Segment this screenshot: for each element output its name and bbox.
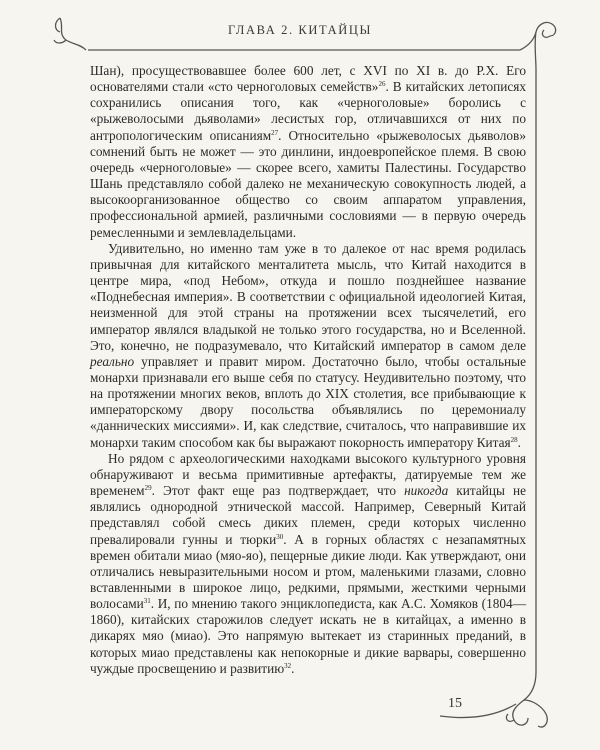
paragraph [90, 451, 526, 677]
text-run: Удивительно, но именно там уже в то далекое от нас время родилась привычная для китайского менталитета мысль, что Китай находится в центре мира, «под Небом», откуда и пошло позднейшее название «Поднебесная империя». В соответствии с официальной идеологией Китая, неизменной для этой страны на протяжении всех тысячелетий, его император являлся владыкой не только этого государства, но и Вселенной. Это, конечно, не подразумевало, что Китайский император в самом деле [90, 240, 526, 353]
text-run: . В китайских летописях сохранились описания того, как «черноголовые» боролись с «рыжеволосыми дьяволами» лесистых гор, отличавшихся от них по антропологическим описаниям [90, 79, 526, 143]
running-header: ГЛАВА 2. КИТАЙЦЫ [228, 23, 372, 37]
text-run: Шан), просуществовавшее более 600 лет, с XVI по XI в. до Р.Х. Его основателями стали «сто черноголовых семейств» [90, 63, 526, 95]
footnote-ref: 29 [144, 484, 152, 493]
text-run: . [517, 434, 521, 450]
page-number: 15 [448, 696, 462, 711]
footnote-ref: 27 [271, 128, 279, 137]
footnote-ref: 32 [284, 661, 292, 670]
bottom-right-flourish [506, 672, 547, 727]
text-run: . Относительно «рыжеволосых дьяволов» сомнений быть не может — это динлини, индоевропейское племя. В свою очередь «черноголовые» — скорее всего, хамиты Палестины. Государство Шань представляло собой далеко не механическую совокупность людей, а высокоорганизованное общество со своим аппаратом управления, профессиональной армией, различными сословиями — в первую очередь ремесленными и землевладельцами. [90, 127, 526, 240]
text-run: управляет и правит миром. Достаточно было, чтобы остальные монархи признавали его выше себя по статусу. Неудивительно поэтому, что на протяжении многих веков, вплоть до XIX столетия, все прибывающие к императорскому двору посольства объявлялись по церемониалу «даннических миссиями». И, как следствие, считалось, что направившие их монархи таким способом как бы выражают покорность императору Китая [90, 353, 526, 450]
emphasis-text: никогда [404, 483, 449, 499]
footnote-ref: 26 [378, 80, 386, 89]
body-text [90, 63, 526, 677]
text-run: . [291, 660, 295, 676]
paragraph [90, 63, 526, 241]
text-run: . И, по мнению такого энциклопедиста, как А.С. Хомяков (1804—1860), китайских старожилов следует искать не в китайцах, а именно в дикарях мяо (миао). Это напрямую вытекает из старинных преданий, в которых миао представлены как непокорные и дикие варвары, совершенно чуждые просвещению и развитию [90, 596, 526, 676]
text-run: Но рядом с археологическими находками высокого культурного уровня обнаруживают и весьма примитивные артефакты, датируемые тем же временем [90, 450, 526, 499]
text-run: китайцы не являлись однородной этнической массой. Например, Северный Китай представлял собой смесь диких племен, среди которых численно превалировали гунны и тюрки [90, 483, 526, 547]
footnote-ref: 28 [510, 435, 518, 444]
footnote-ref: 31 [143, 597, 151, 606]
footnote-ref: 30 [276, 532, 284, 541]
emphasis-text: реально [90, 353, 135, 369]
text-run: . Этот факт еще раз подтверждает, что [151, 483, 405, 499]
text-run: . А в горных областях с незапамятных времен обитали миао (мяо-яо), пещерные дикие люди. Как утверждают, они отличались невыразительными носом и ртом, маленькими глазами, словно вставленными в широкое лицо, редкими, прямыми, жесткими черными волосами [90, 531, 526, 612]
paragraph [90, 241, 526, 451]
